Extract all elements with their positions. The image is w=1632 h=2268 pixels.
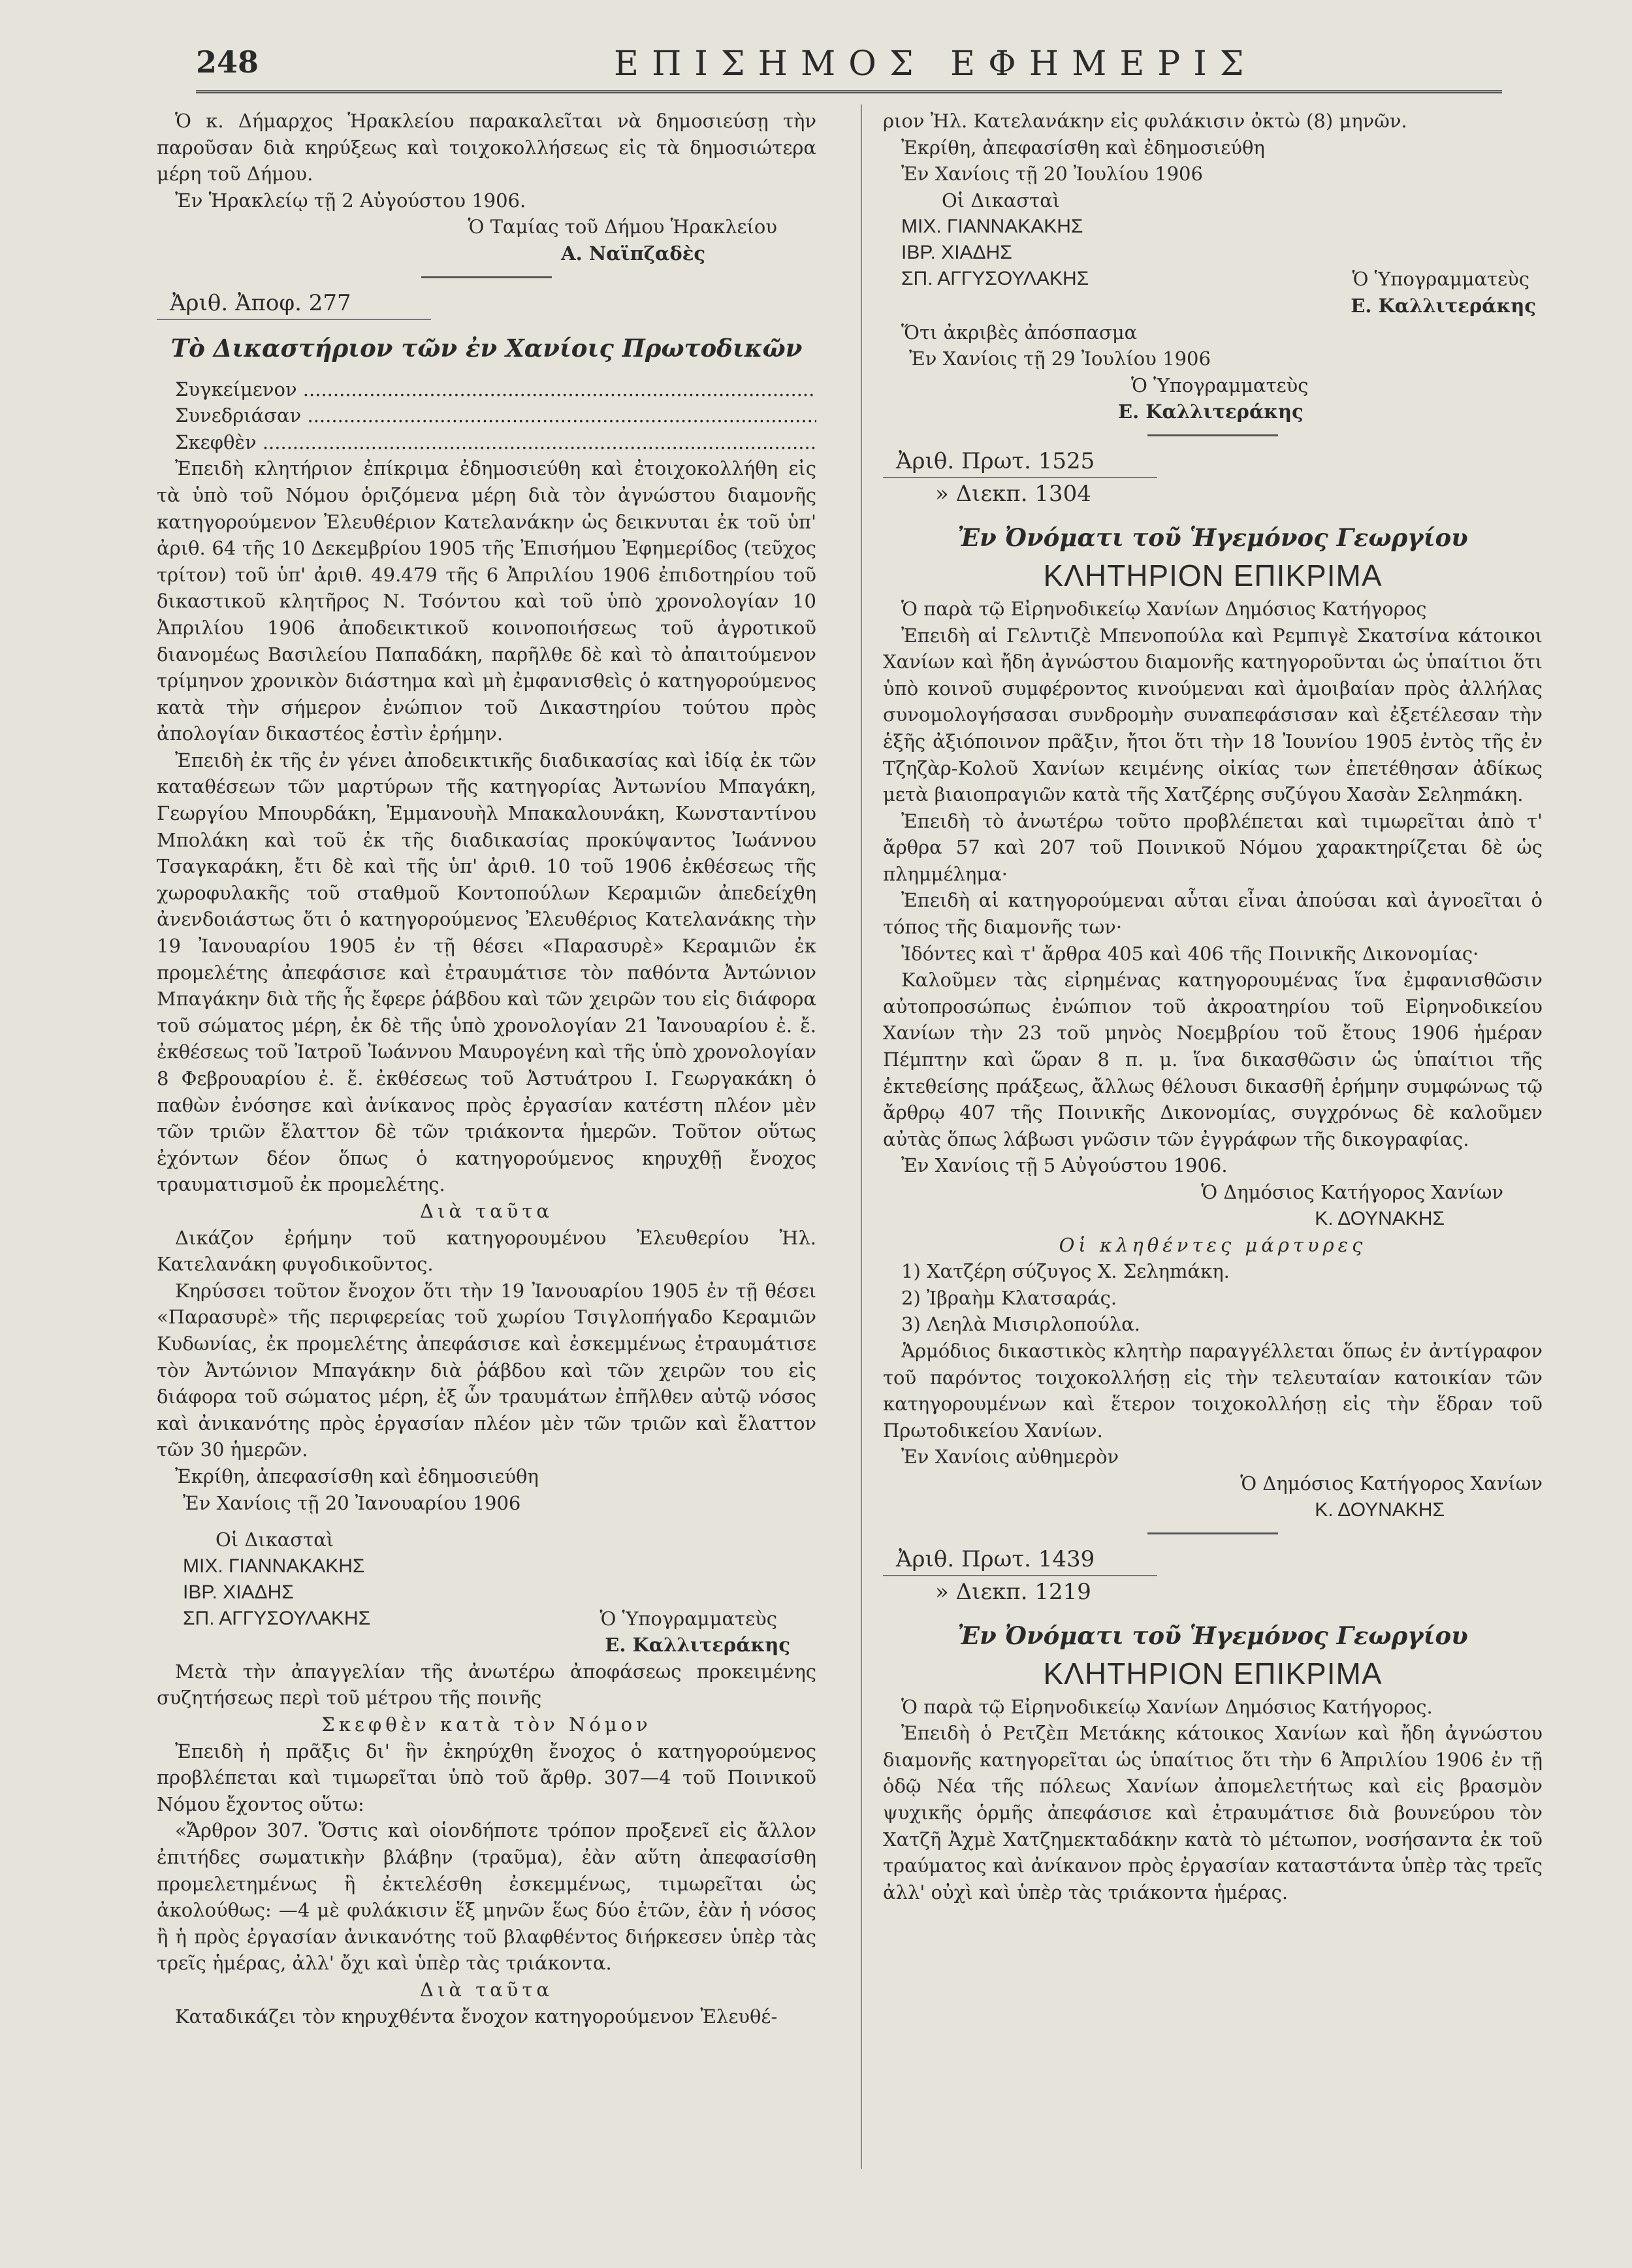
lead-considered: Σκεφθὲν .....: [157, 429, 816, 456]
decision-judged: Ἐκρίθη, ἀπεφασίσθη καὶ ἐδημοσιεύθη: [175, 1465, 539, 1487]
notice-text: Ὁ κ. Δήμαρχος Ἡρακλείου παρακαλεῖται νὰ δημοσιεύσῃ τὴν παροῦσαν διὰ κηρύξεως καὶ τοιχοκολλήσεως εἰς τὰ δημοσιώτερα μέρη τοῦ Δήμου.: [157, 110, 816, 186]
writ1-para-2: Ἐπειδὴ τὸ ἀνωτέρω τοῦτο προβλέπεται καὶ τιμωρεῖται ἀπὸ τ' ἄρθρα 57 καὶ 207 τοῦ Ποινικοῦ Νόμου χαρακτηρίζεται δὲ ὡς πλημμέλημα·: [883, 809, 1543, 885]
writ1-place-date: Ἐν Χανίοις τῇ 5 Αὐγούστου 1906.: [901, 1154, 1228, 1177]
left-column: [157, 108, 816, 2030]
writ1-witness-3: 3) Λεηλὰ Μισιρλοπούλα.: [901, 1313, 1140, 1336]
decision-para-1: Ἐπειδὴ κλητήριον ἐπίκριμα ἐδημοσιεύθη καὶ ἐτοιχοκολλήθη εἰς τὰ ὑπὸ τοῦ Νόμου ὁριζόμενα μέρη διὰ τὸν ἀγνώστου διαμονῆς κατηγορούμενον Ἐλευθέριον Κατελανάκην ὡς δεικνυται ἐκ τοῦ ὑπ' ἀριθ. 64 τῆς 10 Δεκεμβρίου 1905 τῆς Ἐπισήμου Ἐφημερίδος (τεῦχος τρίτον) τοῦ ὑπ' ἀριθ. 49.479 τῆς 6 Ἀπριλίου 1906 ἐπιδοτηρίου τοῦ δικαστικοῦ κλητῆρος Ν. Τσόντου καὶ τοῦ ὑπὸ χρονολογίαν 10 Ἀπριλίου 1906 ἀποδεικτικοῦ κοινοποιήσεως τοῦ ἀγροτικοῦ διανομέως Βασιλείου Παπαδάκη, παρῆλθε δὲ καὶ τὸ ἀπαιτούμενον τρίμηνον χρονικὸν διάστημα καὶ μὴ ἐμφανισθεὶς ὁ κατηγορούμενος κατὰ τὴν σήμερον ἐνώπιον τοῦ Δικαστηρίου τούτου πρὸς ἀπολογίαν δικαστέος ἐστὶν ἐρήμην.: [157, 457, 816, 745]
judge-1: ΜΙΧ. ΓΙΑΝΝΑΚΑΚΗΣ: [183, 1555, 365, 1577]
decision-para-6: Ἐπειδὴ ἡ πρᾶξις δι' ἣν ἐκηρύχθη ἔνοχος ὁ κατηγορούμενος προβλέπεται καὶ τιμωρεῖται ὑπὸ τοῦ ἄρθρ. 307—4 τοῦ Ποινικοῦ Νόμου ἔχοντος οὕτω:: [157, 1740, 816, 1815]
decision-place-date: Ἐν Χανίοις τῇ 20 Ἰανουαρίου 1906: [183, 1491, 521, 1514]
decision-para-7: «Ἄρθρον 307. Ὅστις καὶ οἱονδήποτε τρόπον προξενεῖ εἰς ἄλλον ἐπιτήδες σωματικὴν βλάβην (τραῦμα), ἐὰν αὕτη ἀπεφασίσθη προμελετημένως ἢ ἐκτελέσθη ἐσκεμμένως, τιμωρεῖται ὡς ἀκολούθως: —4 μὲ φυλάκισιν ἕξ μηνῶν ἕως δύο ἐτῶν, ἐὰν ἡ νόσος ἢ ἡ πρὸς ἐργασίαν ἀνικανότης τοῦ βλαφθέντος διήρκεσεν ὑπὲρ τὰς τρεῖς ἡμέρας, ἀλλ' ὄχι καὶ ὑπὲρ τὰς τριάκοντα.: [157, 1819, 816, 1975]
judge-2: ΙΒΡ. ΧΙΑΔΗΣ: [183, 1581, 294, 1603]
writ2-ref-2: » Διεκπ. 1219: [935, 1578, 1091, 1605]
heading-therefore-1: Διὰ ταῦτα: [420, 1199, 553, 1222]
writ1-ref-2: » Διεκπ. 1304: [935, 480, 1091, 507]
decision-para-2: Ἐπειδὴ ἐκ τῆς ἐν γένει ἀποδεικτικῆς διαδικασίας καὶ ἰδίᾳ ἐκ τῶν καταθέσεων τῶν μαρτύρων τῆς κατηγορίας Ἀντωνίου Μπαγάκη, Γεωργίου Μπουρδάκη, Ἐμμανουὴλ Μπακαλουνάκη, Κωνσταντίνου Μπολάκη καὶ τοῦ ἐκ τῆς διαδικασίας προκύψαντος Ἰωάννου Τσαγκαράκη, ἔτι δὲ καὶ τῆς ὑπ' ἀριθ. 10 τοῦ 1906 ἐκθέσεως τῆς χωροφυλακῆς τοῦ σταθμοῦ Κοντοπούλων Κεραμιῶν ἀπεδείχθη ἀνενδοιάστως ὅτι ὁ κατηγορούμενος Ἐλευθέριος Κατελανάκης τὴν 19 Ἰανουαρίου 1905 ἐν τῇ θέσει «Παρασυρὲ» Κεραμιῶν ἐκ προμελέτης ἀπεφάσισε καὶ ἐτραυμάτισε τὸν παθόντα Ἀντώνιον Μπαγάκην διὰ τῆς ἧς ἔφερε ῥάβδου καὶ τῶν χειρῶν του εἰς διάφορα τοῦ σώματος μέρη, ἐκ δὲ τῆς ὑπὸ χρονολογίαν 21 Ἰανουαρίου ἐ. ἔ. ἐκθέσεως τοῦ Ἰατροῦ Ἰωάννου Μαυρογένη καὶ τῆς ὑπὸ χρονολογίαν 8 Φεβρουαρίου ἐ. ἔ. ἐκθέσεως τοῦ Ἀστυάτρου Ι. Γεωργακάκη ὁ παθὼν ἐνόσησε καὶ ἀνίκανος πρὸς ἐργασίαν κατέστη πλέον μὲν τῶν τριῶν ἔλαττον δὲ τῶν τριάκοντα ἡμερῶν. Τοῦτον οὕτως ἐχόντων δέον ὅπως ὁ κατηγορούμενος κηρυχθῇ ἔνοχος τραυματισμοῦ ἐκ προμελέτης.: [157, 749, 816, 1196]
writ2-title: ΚΛΗΤΗΡΙΟΝ ΕΠΙΚΡΙΜΑ: [1043, 1656, 1383, 1691]
writ1-signer-title: Ὁ Δημόσιος Κατήγορος Χανίων: [1201, 1181, 1503, 1203]
writ1-signer-name: Κ. ΔΟΥΝΑΚΗΣ: [1315, 1207, 1445, 1229]
lead-convened: Συνεδριάσαν .....: [157, 402, 816, 429]
separator-rule: [421, 276, 552, 278]
writ1-title: ΚΛΗΤΗΡΙΟΝ ΕΠΙΚΡΙΜΑ: [1043, 558, 1383, 592]
lead-composed: Συγκείμενον .....: [157, 376, 816, 403]
page-number: 248: [196, 44, 259, 80]
cont-judged: Ἐκρίθη, ἀπεφασίσθη καὶ ἐδημοσιεύθη: [901, 136, 1265, 159]
header-rule: [196, 90, 1502, 93]
copy-name: Ε. Καλλιτεράκης: [1118, 400, 1304, 423]
notice-place-date: Ἐν Ἡρακλείῳ τῇ 2 Αὐγούστου 1906.: [175, 189, 526, 212]
cont-secretary-title: Ὁ Ὑπογραμματεὺς: [1352, 268, 1529, 291]
copy-title: Ὁ Ὑπογραμματεὺς: [1131, 374, 1309, 397]
writ1-para-6: Ἁρμόδιος δικαστικὸς κλητὴρ παραγγέλλεται ὅπως ἐν ἀντίγραφον τοῦ παρόντος τοιχοκολλήσῃ εἰς τὴν τελευταίαν κατοικίαν τῶν κατηγορουμένων καὶ ἕτερον τοιχοκολλήσῃ εἰς τὴν ἕδραν τοῦ Πρωτοδικείου Χανίων.: [883, 1339, 1543, 1442]
writ2-para-1: Ἐπειδὴ ὁ Ρετζὲπ Μετάκης κάτοικος Χανίων καὶ ἤδη ἀγνώστου διαμονῆς κατηγορεῖται ὡς ὑπαίτιος ὅτι τὴν 6 Ἀπριλίου 1906 ἐν τῇ ὁδῷ Νέα τῆς πόλεως Χανίων ἀπομελετήτως καὶ εἰς βρασμὸν ψυχικῆς ὁρμῆς ἀπεφάσισε καὶ ἐτραυμάτισε διὰ βουνεύρου τὸν Χατζῆ Ἀχμὲ Χατζημεκταδάκην κατὰ τὸ μέτωπον, νοσήσαντα ἐκ τοῦ τραύματος καὶ ἀνίκανον πρὸς ἐργασίαν καταστάντα ὑπὲρ τὰς τρεῖς ἀλλ' οὐχὶ καὶ ὑπὲρ τὰς τριάκοντα ἡμέρας.: [883, 1722, 1543, 1904]
cont-judge-3: ΣΠ. ΑΓΓΥΣΟΥΛΑΚΗΣ: [901, 268, 1089, 290]
writ1-para-5: Καλοῦμεν τὰς εἰρημένας κατηγορουμένας ἵνα ἐμφανισθῶσιν αὐτοπροσώπως ἐνώπιον τοῦ ἀκροατηρίου τοῦ Εἰρηνοδικείου Χανίων τὴν 23 τοῦ μηνὸς Νοεμβρίου τοῦ ἔτους 1906 ἡμέραν Πέμπτην καὶ ὥραν 8 π. μ. ἵνα δικασθῶσιν ὡς ὑπαίτιοι τῆς ἐκτεθείσης πράξεως, ἄλλως θέλουσι δικασθῆ ἐρήμην συμφώνως τῷ ἄρθρῳ 407 τῆς Ποινικῆς Δικονομίας, συγχρόνως δὲ καλοῦμεν αὐτὰς ὅπως λάβωσι γνῶσιν τῶν ἐγγράφων τῆς δικογραφίας.: [883, 969, 1543, 1150]
writ2-invocation: Ἐν Ὀνόματι τοῦ Ἡγεμόνος Γεωργίου: [957, 1621, 1468, 1650]
writ1-same-day: Ἐν Χανίοις αὐθημερὸν: [901, 1446, 1119, 1468]
judges-label: Οἱ Δικασταὶ: [216, 1529, 334, 1551]
running-header: [196, 40, 1567, 93]
gazette-title: ΕΠΙΣΗΜΟΣ ΕΦΗΜΕΡΙΣ: [614, 44, 1257, 84]
separator-rule-2: [1147, 434, 1278, 436]
writ1-para-3: Ἐπειδὴ αἱ κατηγορούμεναι αὗται εἶναι ἀπούσαι καὶ ἀγνοεῖται ὁ τόπος τῆς διαμονῆς των·: [883, 889, 1543, 939]
column-divider: [861, 105, 862, 2169]
secretary-name: Ε. Καλλιτεράκης: [605, 1634, 790, 1657]
writ1-witness-1: 1) Χατζέρη σύζυγος Χ. Σεληmάκη.: [901, 1260, 1230, 1283]
writ1-invocation: Ἐν Ὀνόματι τοῦ Ἡγεμόνος Γεωργίου: [957, 523, 1468, 552]
cont-para-1: ριον Ἠλ. Κατελανάκην εἰς φυλάκισιν ὀκτὼ (8) μηνῶν.: [883, 110, 1407, 132]
notice-signer-name: Α. Ναϊπζαδὲς: [561, 242, 705, 265]
cont-place-date: Ἐν Χανίοις τῇ 20 Ἰουλίου 1906: [901, 163, 1203, 186]
notice-signer-title: Ὁ Ταμίας τοῦ Δήμου Ἡρακλείου: [468, 216, 777, 238]
writ1-para-1: Ἐπειδὴ αἱ Γελντιζὲ Μπενοπούλα καὶ Ρεμπιγὲ Σκατσίνα κάτοικοι Χανίων καὶ ἤδη ἀγνώστου διαμονῆς κατηγοροῦνται ὡς ὑπαίτιοι ὅτι ὑπὸ κοινοῦ συμφέροντος κινούμεναι καὶ ἀμοιβαίαν πρὸς ἀλλήλας συνομολογήσασαι συνδρομὴν συναπεφάσισαν καὶ ἐξετέλεσαν τὴν ἑξῆς ἀξιόποινον πρᾶξιν, ἤτοι ὅτι τὴν 18 Ἰουνίου 1905 ἐντὸς τῆς ἐν Τζηζὰρ-Κολοῦ Χανίων κειμένης οἰκίας των ἐπετέθησαν ἀδίκως μετὰ βιαιοπραγιῶν κατὰ τῆς Χατζέρης συζύγου Χασὰν Σεληmάκη.: [883, 624, 1543, 806]
secretary-title: Ὁ Ὑπογραμματεὺς: [600, 1607, 777, 1630]
writ1-ref-1: Ἀριθ. Πρωτ. 1525: [896, 447, 1095, 474]
writ1-witness-2: 2) Ἰβραὴμ Κλατσαράς.: [901, 1286, 1117, 1309]
cont-judges-label: Οἱ Δικασταὶ: [942, 189, 1061, 212]
cont-judge-2: ΙΒΡ. ΧΙΑΔΗΣ: [901, 242, 1012, 264]
copy-certification: Ὅτι ἀκριβὲς ἀπόσπασμα: [901, 321, 1138, 344]
decision-para-4: Κηρύσσει τοῦτον ἔνοχον ὅτι τὴν 19 Ἰανουαρίου 1905 ἐν τῇ θέσει «Παρασυρὲ» τῆς περιφερείας τοῦ χωρίου Τσιγλοπήγαδο Κεραμιῶν Κυδωνίας, ἐκ προμελέτης ἀπεφάσισε καὶ ἐσκεμμένως ἐτραυμάτισε τὸν Ἀντώνιον Μπαγάκην διὰ ῥάβδου καὶ τῶν χειρῶν του εἰς διάφορα τοῦ σώματος μέρη, ἐξ ὧν τραυμάτων ἐπῆλθεν αὐτῷ νόσος καὶ ἀνικανότης πρὸς ἐργασίαν πλέον μὲν τῶν τριῶν καὶ ἔλαττον τῶν 30 ἡμερῶν.: [157, 1279, 816, 1461]
right-column: [883, 108, 1543, 1905]
decision-para-8: Καταδικάζει τὸν κηρυχθέντα ἔνοχον κατηγορούμενον Ἐλευθέ-: [175, 2005, 778, 2028]
decision-ref: Ἀριθ. Ἀποφ. 277: [170, 289, 351, 316]
cont-judge-1: ΜΙΧ. ΓΙΑΝΝΑΚΑΚΗΣ: [901, 216, 1083, 238]
writ1-signer2-name: Κ. ΔΟΥΝΑΚΗΣ: [1315, 1498, 1445, 1521]
writ1-witnesses-label: Οἱ κληθέντες μάρτυρες: [1059, 1233, 1367, 1256]
decision-para-3: Δικάζον ἐρήμην τοῦ κατηγορουμένου Ἐλευθερίου Ἠλ. Κατελανάκη φυγοδικοῦντος.: [157, 1226, 816, 1276]
writ2-ref-1: Ἀριθ. Πρωτ. 1439: [896, 1546, 1095, 1572]
writ2-authority: Ὁ παρὰ τῷ Εἰρηνοδικείῳ Χανίων Δημόσιος Κατήγορος.: [901, 1695, 1433, 1718]
heading-considered-law: Σκεφθὲν κατὰ τὸν Νόμον: [321, 1713, 652, 1736]
cont-secretary-name: Ε. Καλλιτεράκης: [1351, 294, 1536, 317]
copy-place-date: Ἐν Χανίοις τῇ 29 Ἰουλίου 1906: [909, 348, 1211, 370]
court-heading: Τὸ Δικαστήριον τῶν ἐν Χανίοις Πρωτοδικῶν: [170, 333, 803, 363]
heading-therefore-2: Διὰ ταῦτα: [420, 1979, 553, 2001]
judge-3: ΣΠ. ΑΓΓΥΣΟΥΛΑΚΗΣ: [183, 1607, 371, 1629]
writ1-para-4: Ἰδόντες καὶ τ' ἄρθρα 405 καὶ 406 τῆς Ποινικῆς Δικονομίας·: [901, 942, 1479, 965]
separator-rule-3: [1147, 1532, 1278, 1534]
writ1-authority: Ὁ παρὰ τῷ Εἰρηνοδικείῳ Χανίων Δημόσιος Κατήγορος: [901, 597, 1427, 620]
decision-para-5: Μετὰ τὴν ἀπαγγελίαν τῆς ἀνωτέρω ἀποφάσεως προκειμένης συζητήσεως περὶ τοῦ μέτρου τῆς ποινῆς: [157, 1660, 816, 1709]
writ1-signer2-title: Ὁ Δημόσιος Κατήγορος Χανίων: [1240, 1472, 1543, 1495]
